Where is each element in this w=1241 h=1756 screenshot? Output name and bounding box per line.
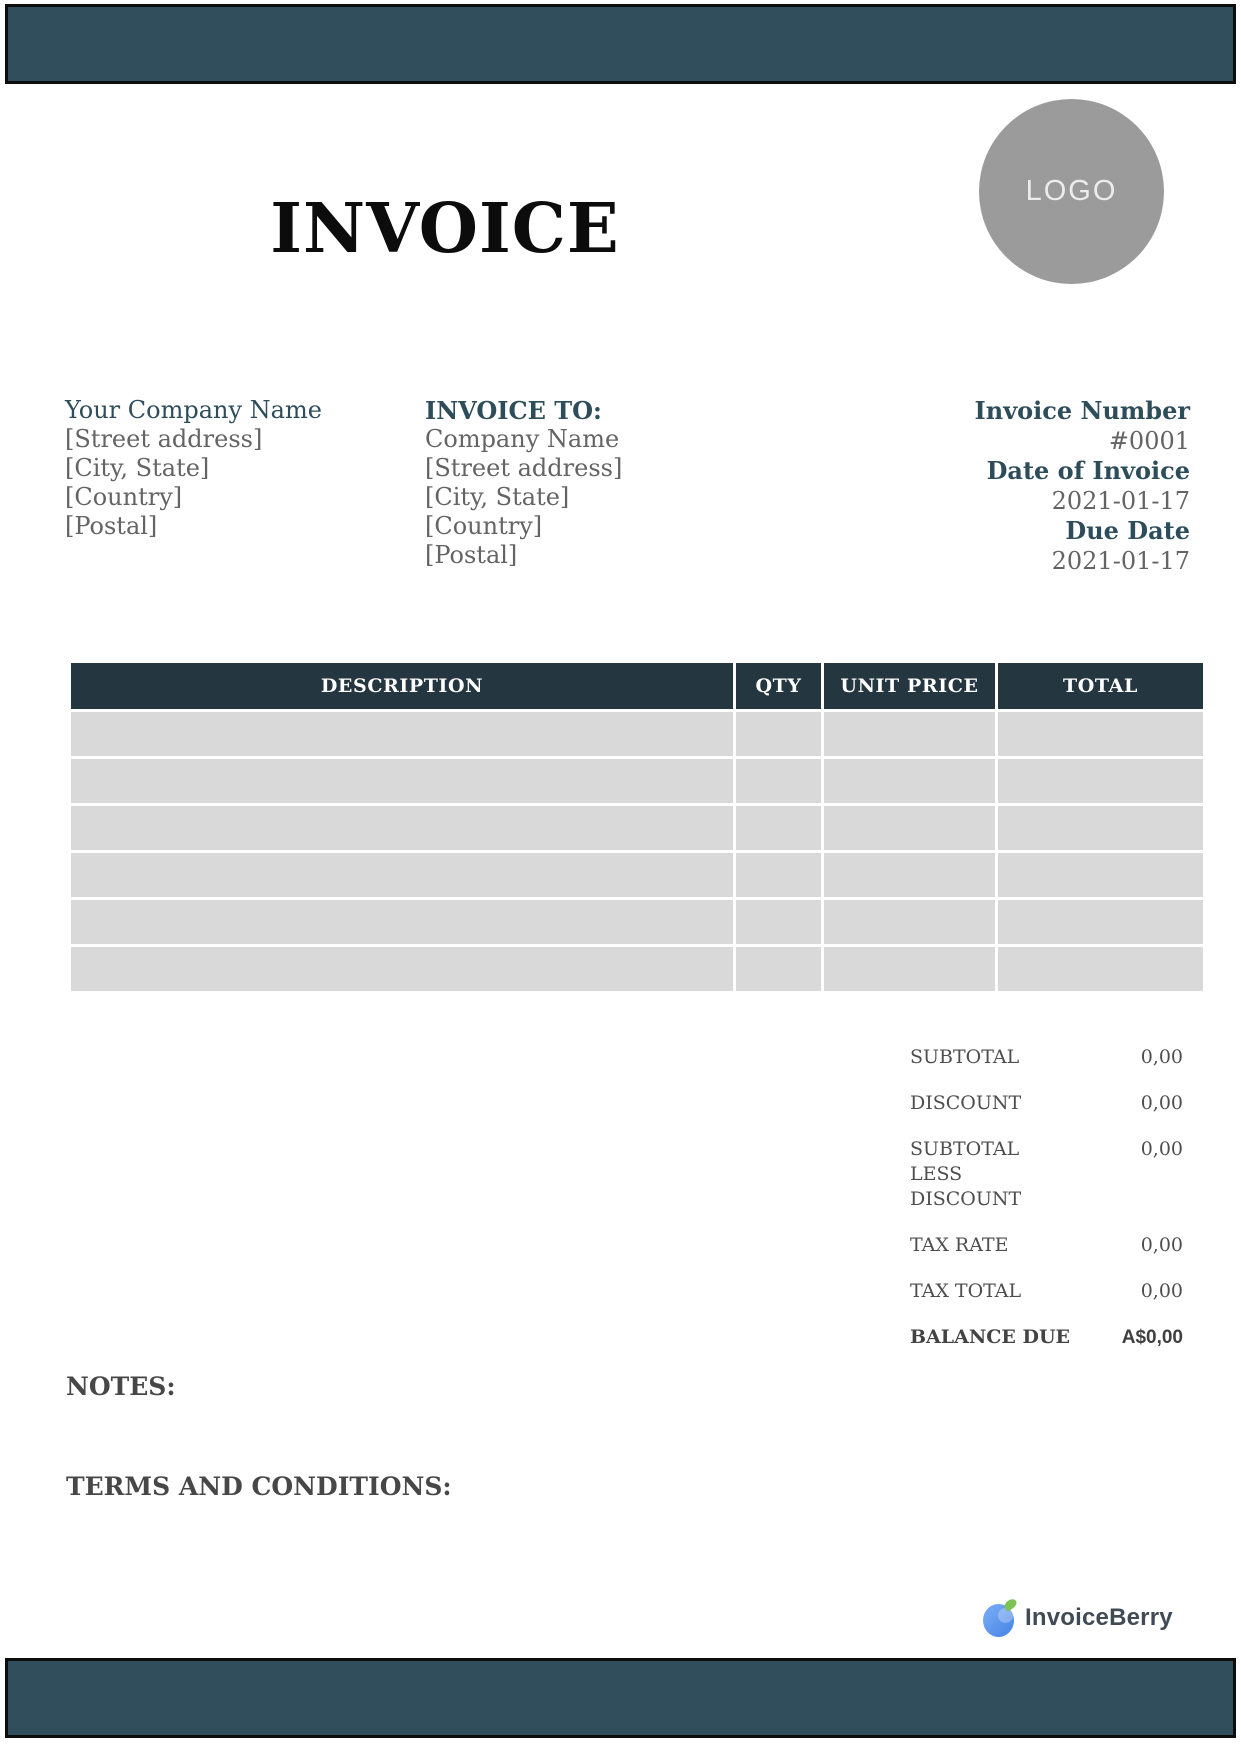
empty-line-item-cell: [998, 712, 1203, 756]
summary-row-subtotal-less-discount: [910, 1137, 1183, 1212]
company-postal: [Postal]: [65, 512, 158, 540]
empty-line-item-cell: [736, 900, 821, 944]
client-city-state: [City, State]: [425, 483, 570, 511]
notes-heading: NOTES:: [66, 1372, 176, 1401]
empty-line-item-cell: [736, 947, 821, 991]
summary-row-discount: [910, 1091, 1183, 1116]
empty-line-item-cell: [71, 900, 733, 944]
empty-line-item-cell: [824, 900, 995, 944]
invoice-meta-block: [975, 396, 1190, 576]
empty-line-item-cell: [998, 806, 1203, 850]
summary-label: SUBTOTAL LESS DISCOUNT: [910, 1138, 1022, 1210]
client-country: [Country]: [425, 512, 543, 540]
summary-label: SUBTOTAL: [910, 1046, 1020, 1068]
logo-placeholder: [979, 99, 1164, 284]
empty-line-item-cell: [824, 947, 995, 991]
client-street: [Street address]: [425, 454, 623, 482]
summary-row-subtotal: [910, 1045, 1183, 1070]
invoice-number-value: #0001: [1108, 427, 1190, 455]
invoice-to-heading: INVOICE TO:: [425, 396, 602, 425]
column-header-unit-price: UNIT PRICE: [824, 663, 995, 709]
due-date-label: Due Date: [1065, 516, 1190, 545]
empty-line-item-cell: [998, 947, 1203, 991]
empty-line-item-cell: [736, 759, 821, 803]
summary-label: DISCOUNT: [910, 1092, 1022, 1114]
empty-line-item-cell: [824, 759, 995, 803]
page-title: INVOICE: [270, 189, 620, 269]
empty-line-item-cell: [736, 712, 821, 756]
summary-section: [910, 1045, 1183, 1371]
summary-label: TAX RATE: [910, 1234, 1009, 1256]
bottom-accent-bar: [5, 1658, 1236, 1738]
company-street: [Street address]: [65, 425, 263, 453]
balance-due-label: BALANCE DUE: [910, 1326, 1071, 1348]
balance-due-value: A$0,00: [1121, 1327, 1183, 1348]
empty-line-item-cell: [736, 853, 821, 897]
empty-line-item-cell: [998, 759, 1203, 803]
empty-line-item-cell: [71, 947, 733, 991]
empty-line-item-cell: [998, 900, 1203, 944]
client-company-name: Company Name: [425, 425, 620, 453]
empty-line-item-cell: [824, 853, 995, 897]
empty-line-item-cell: [824, 712, 995, 756]
company-name: Your Company Name: [65, 396, 322, 424]
company-city-state: [City, State]: [65, 454, 210, 482]
column-header-qty: QTY: [736, 663, 821, 709]
summary-row-balance-due: [910, 1325, 1183, 1350]
invoice-date-label: Date of Invoice: [986, 456, 1190, 485]
empty-line-item-cell: [71, 712, 733, 756]
empty-line-item-cell: [824, 806, 995, 850]
summary-value: 0,00: [1140, 1280, 1183, 1302]
invoiceberry-brand: [983, 1598, 1173, 1638]
line-items-table: [71, 663, 1203, 991]
empty-line-item-cell: [71, 759, 733, 803]
due-date-value: 2021-01-17: [1051, 547, 1190, 575]
summary-value: 0,00: [1140, 1138, 1183, 1160]
summary-label: TAX TOTAL: [910, 1280, 1022, 1302]
logo-placeholder-label: LOGO: [1025, 175, 1118, 207]
blueberry-icon: [983, 1600, 1016, 1637]
invoice-date-value: 2021-01-17: [1051, 487, 1190, 515]
bill-to-block: [425, 396, 622, 570]
invoice-number-label: Invoice Number: [974, 396, 1190, 425]
summary-value: 0,00: [1140, 1046, 1183, 1068]
empty-line-item-cell: [71, 806, 733, 850]
invoiceberry-wordmark: InvoiceBerry: [1025, 1604, 1173, 1631]
column-header-total: TOTAL: [998, 663, 1203, 709]
company-country: [Country]: [65, 483, 183, 511]
summary-value: 0,00: [1140, 1092, 1183, 1114]
empty-line-item-cell: [736, 806, 821, 850]
column-header-description: DESCRIPTION: [71, 663, 733, 709]
company-info-block: [65, 396, 322, 541]
client-postal: [Postal]: [425, 541, 518, 569]
top-accent-bar: [5, 4, 1236, 84]
leaf-icon: [1003, 1597, 1019, 1612]
summary-row-tax-rate: [910, 1233, 1183, 1258]
summary-row-tax-total: [910, 1279, 1183, 1304]
empty-line-item-cell: [71, 853, 733, 897]
terms-heading: TERMS AND CONDITIONS:: [66, 1472, 452, 1501]
empty-line-item-cell: [998, 853, 1203, 897]
summary-value: 0,00: [1140, 1234, 1183, 1256]
